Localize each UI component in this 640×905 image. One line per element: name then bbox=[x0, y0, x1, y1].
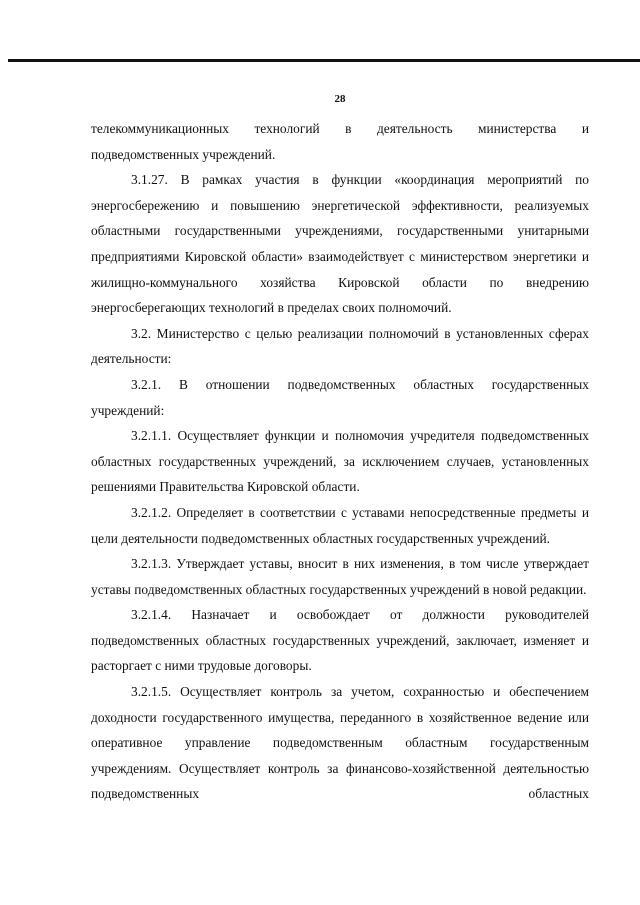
document-body bbox=[91, 116, 589, 807]
paragraph-continuation: телекоммуникационных технологий в деятельность министерства и подведомственных учреждений. bbox=[91, 121, 589, 162]
paragraph-3-1-27: 3.1.27. В рамках участия в функции «координация мероприятий по энергосбережению и повышению энергетической эффективности, реализуемых областными государственными учреждениями, государственными унитарными предприятиями Кировской области» взаимодействует с министерством энергетики и жилищно-коммунального хозяйства Кировской области по внедрению энергосберегающих технологий в пределах своих полномочий. bbox=[91, 172, 589, 316]
top-border-line bbox=[8, 59, 640, 62]
paragraph-3-2: 3.2. Министерство с целью реализации полномочий в установленных сферах деятельности: bbox=[91, 325, 589, 367]
paragraph-3-2-1-3: 3.2.1.3. Утверждает уставы, вносит в них изменения, в том числе утверждает уставы подведомственных областных государственных учреждений в новой редакции. bbox=[91, 556, 589, 597]
paragraph-3-2-1-1: 3.2.1.1. Осуществляет функции и полномочия учредителя подведомственных областных государственных учреждений, за исключением случаев, установленных решениями Правительства Кировской области. bbox=[91, 428, 589, 495]
paragraph-3-2-1-2: 3.2.1.2. Определяет в соответствии с уставами непосредственные предметы и цели деятельности подведомственных областных государственных учреждений. bbox=[91, 504, 589, 546]
paragraph-3-2-1-4: 3.2.1.4. Назначает и освобождает от должности руководителей подведомственных областных государственных учреждений, заключает, изменяет и расторгает с ними трудовые договоры. bbox=[91, 607, 589, 674]
page-number: 28 bbox=[334, 93, 346, 105]
paragraph-3-2-1: 3.2.1. В отношении подведомственных областных государственных учреждений: bbox=[91, 376, 589, 418]
paragraph-3-2-1-5: 3.2.1.5. Осуществляет контроль за учетом, сохранностью и обеспечением доходности государственного имущества, переданного в хозяйственное ведение или оперативное управление подведомственным областным государственным учреждениям. Осуществляет контроль за финансово-хозяйственной деятельностью подведомственных областных bbox=[91, 684, 589, 802]
